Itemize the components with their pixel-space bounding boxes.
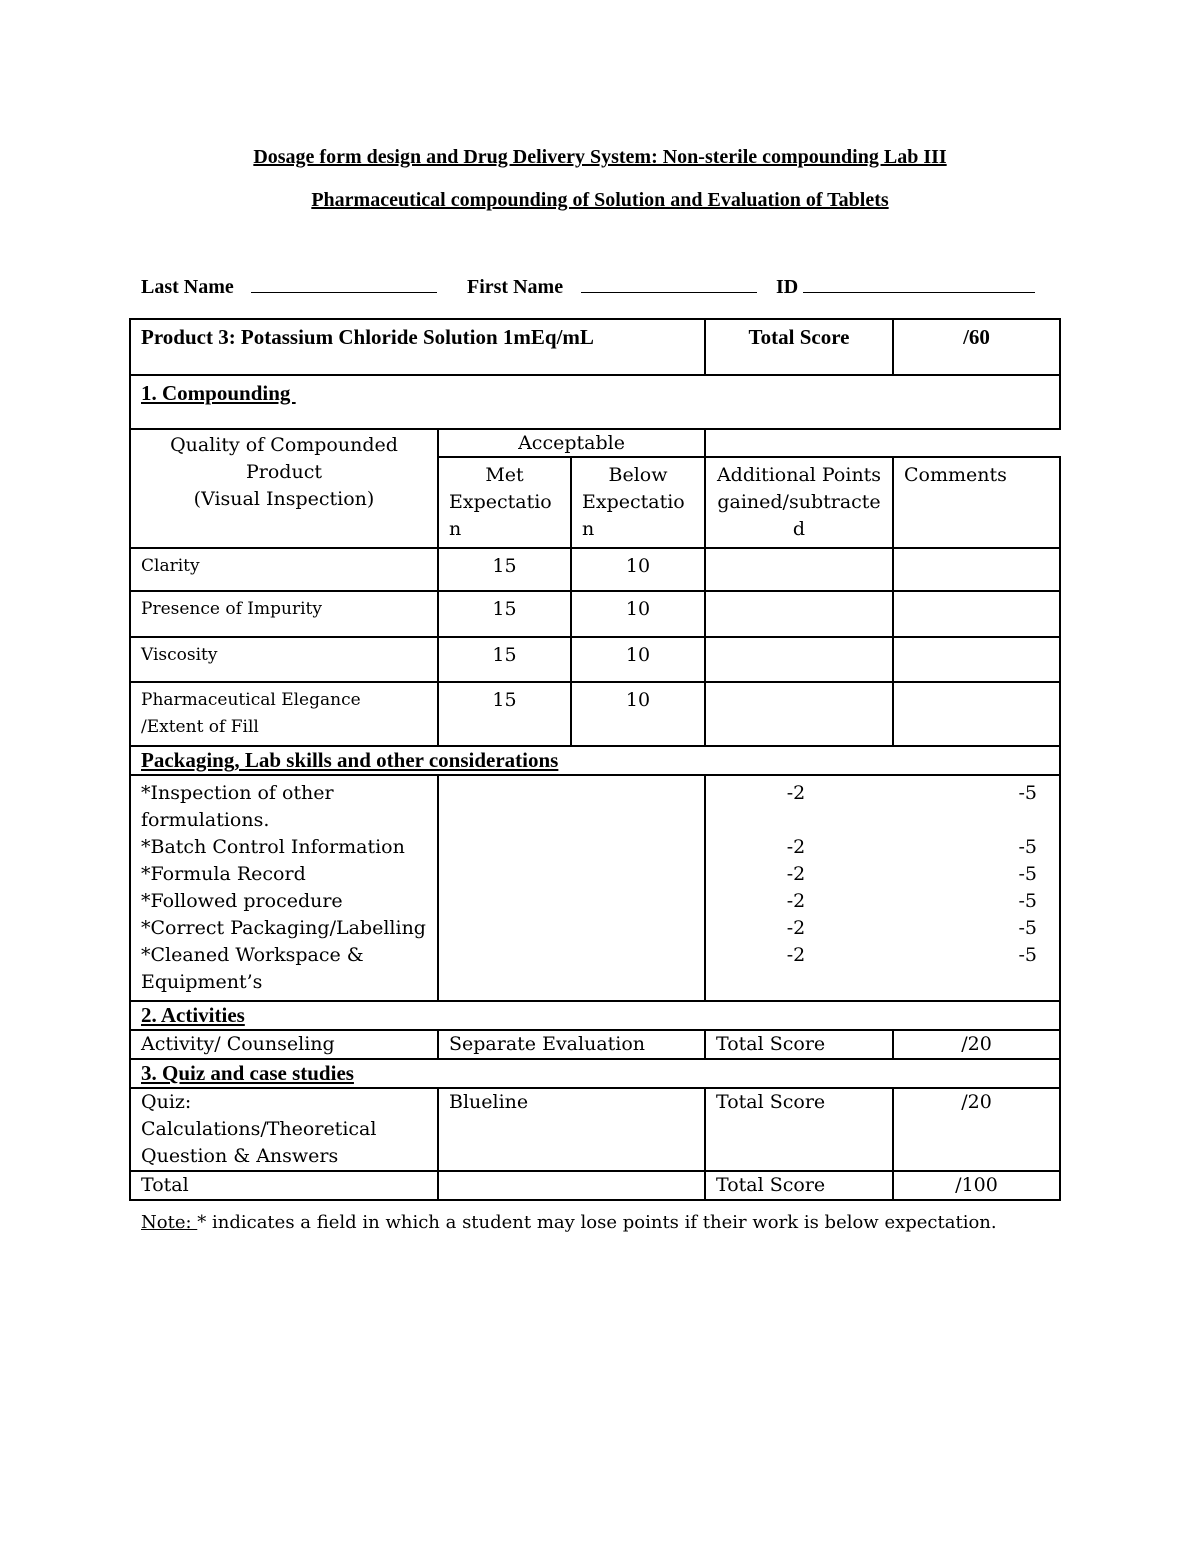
- document-subtitle: Pharmaceutical compounding of Solution and Evaluation of Tablets: [311, 189, 889, 211]
- met-score: 15: [438, 682, 571, 746]
- below-score: 10: [571, 637, 705, 682]
- below-score: 10: [571, 591, 705, 637]
- note-prefix: Note:: [141, 1212, 198, 1233]
- points-value: -2: [786, 890, 806, 912]
- criteria-label: Pharmaceutical Elegance /Extent of Fill: [130, 682, 438, 746]
- compounding-heading: 1. Compounding: [130, 375, 1060, 429]
- total-score-label: Total Score: [705, 1171, 893, 1200]
- id-field[interactable]: [803, 292, 1035, 293]
- criteria-label: Viscosity: [130, 637, 438, 682]
- total-score-value: /100: [893, 1171, 1060, 1200]
- packaging-blank-cell: [438, 775, 705, 1001]
- quiz-heading-row: [130, 1059, 1060, 1088]
- activities-heading: 2. Activities: [130, 1001, 1060, 1030]
- criteria-row: [130, 637, 1060, 682]
- activities-total-score-value: /20: [893, 1030, 1060, 1059]
- activities-heading-row: [130, 1001, 1060, 1030]
- comments-cell[interactable]: [893, 591, 1060, 637]
- criteria-row: [130, 682, 1060, 746]
- additional-points-cell[interactable]: [705, 637, 893, 682]
- comment-value: -5: [1018, 890, 1038, 912]
- total-row: [130, 1171, 1060, 1200]
- product-total-score-label: Total Score: [705, 319, 893, 375]
- below-score: 10: [571, 548, 705, 591]
- footnote: [141, 1212, 997, 1233]
- comments-cell[interactable]: [893, 637, 1060, 682]
- evaluation-table: [129, 318, 1061, 1201]
- acceptable-header: Acceptable: [438, 429, 705, 457]
- activities-label: Activity/ Counseling: [130, 1030, 438, 1059]
- criteria-label: Presence of Impurity: [130, 591, 438, 637]
- quiz-total-score-value: /20: [893, 1088, 1060, 1171]
- criteria-row: [130, 591, 1060, 637]
- criteria-label: Clarity: [130, 548, 438, 591]
- quiz-source: Blueline: [438, 1088, 705, 1171]
- met-expectation-header: Met Expectatio n: [438, 457, 571, 548]
- packaging-items-list: *Inspection of other formulations. *Batch Control Information *Formula Record *Followed procedure *Correct Packaging/Labelling *Cleaned Workspace & Equipment’s: [130, 775, 438, 1001]
- comments-cell[interactable]: [893, 682, 1060, 746]
- last-name-field[interactable]: [251, 292, 437, 293]
- points-value: -2: [786, 917, 806, 939]
- criteria-row: [130, 548, 1060, 591]
- product-total-score-value: /60: [893, 319, 1060, 375]
- below-expectation-header: Below Expectatio n: [571, 457, 705, 548]
- packaging-heading: Packaging, Lab skills and other considerations: [130, 746, 1060, 775]
- packaging-points-cell: [705, 775, 1060, 1001]
- activities-row: [130, 1030, 1060, 1059]
- comment-value: -5: [1018, 782, 1038, 804]
- id-label: ID: [776, 276, 799, 298]
- met-score: 15: [438, 637, 571, 682]
- comment-value: -5: [1018, 863, 1038, 885]
- met-score: 15: [438, 548, 571, 591]
- points-value: -2: [786, 863, 806, 885]
- additional-points-cell[interactable]: [705, 682, 893, 746]
- quiz-label: Quiz: Calculations/Theoretical Question & Answers: [130, 1088, 438, 1171]
- quality-header: Quality of Compounded Product (Visual Inspection): [130, 429, 438, 548]
- product-title: Product 3: Potassium Chloride Solution 1mEq/mL: [130, 319, 705, 375]
- quiz-heading: 3. Quiz and case studies: [130, 1059, 1060, 1088]
- compounding-heading-row: [130, 375, 1060, 429]
- activities-evaluation: Separate Evaluation: [438, 1030, 705, 1059]
- comment-value: -5: [1018, 917, 1038, 939]
- first-name-label: First Name: [467, 276, 564, 298]
- first-name-field[interactable]: [581, 292, 757, 293]
- points-value: -2: [786, 944, 806, 966]
- note-text: * indicates a field in which a student may lose points if their work is below expectation.: [197, 1212, 997, 1233]
- quiz-row: [130, 1088, 1060, 1171]
- below-score: 10: [571, 682, 705, 746]
- header-spacer: [705, 429, 1060, 457]
- additional-points-header: Additional Points gained/subtracte d: [705, 457, 893, 548]
- comment-value: -5: [1018, 944, 1038, 966]
- quiz-total-score-label: Total Score: [705, 1088, 893, 1171]
- additional-points-cell[interactable]: [705, 548, 893, 591]
- activities-total-score-label: Total Score: [705, 1030, 893, 1059]
- comments-cell[interactable]: [893, 548, 1060, 591]
- product-row: [130, 319, 1060, 375]
- met-score: 15: [438, 591, 571, 637]
- total-label: Total: [130, 1171, 438, 1200]
- compounding-header-row-1: [130, 429, 1060, 457]
- last-name-label: Last Name: [141, 276, 234, 298]
- points-value: -2: [786, 836, 806, 858]
- comment-value: -5: [1018, 836, 1038, 858]
- document-title: Dosage form design and Drug Delivery System: Non-sterile compounding Lab III: [253, 146, 947, 168]
- packaging-items-row: [130, 775, 1060, 1001]
- total-blank-cell: [438, 1171, 705, 1200]
- additional-points-cell[interactable]: [705, 591, 893, 637]
- packaging-heading-row: [130, 746, 1060, 775]
- points-value: -2: [786, 782, 806, 804]
- comments-header: Comments: [893, 457, 1060, 548]
